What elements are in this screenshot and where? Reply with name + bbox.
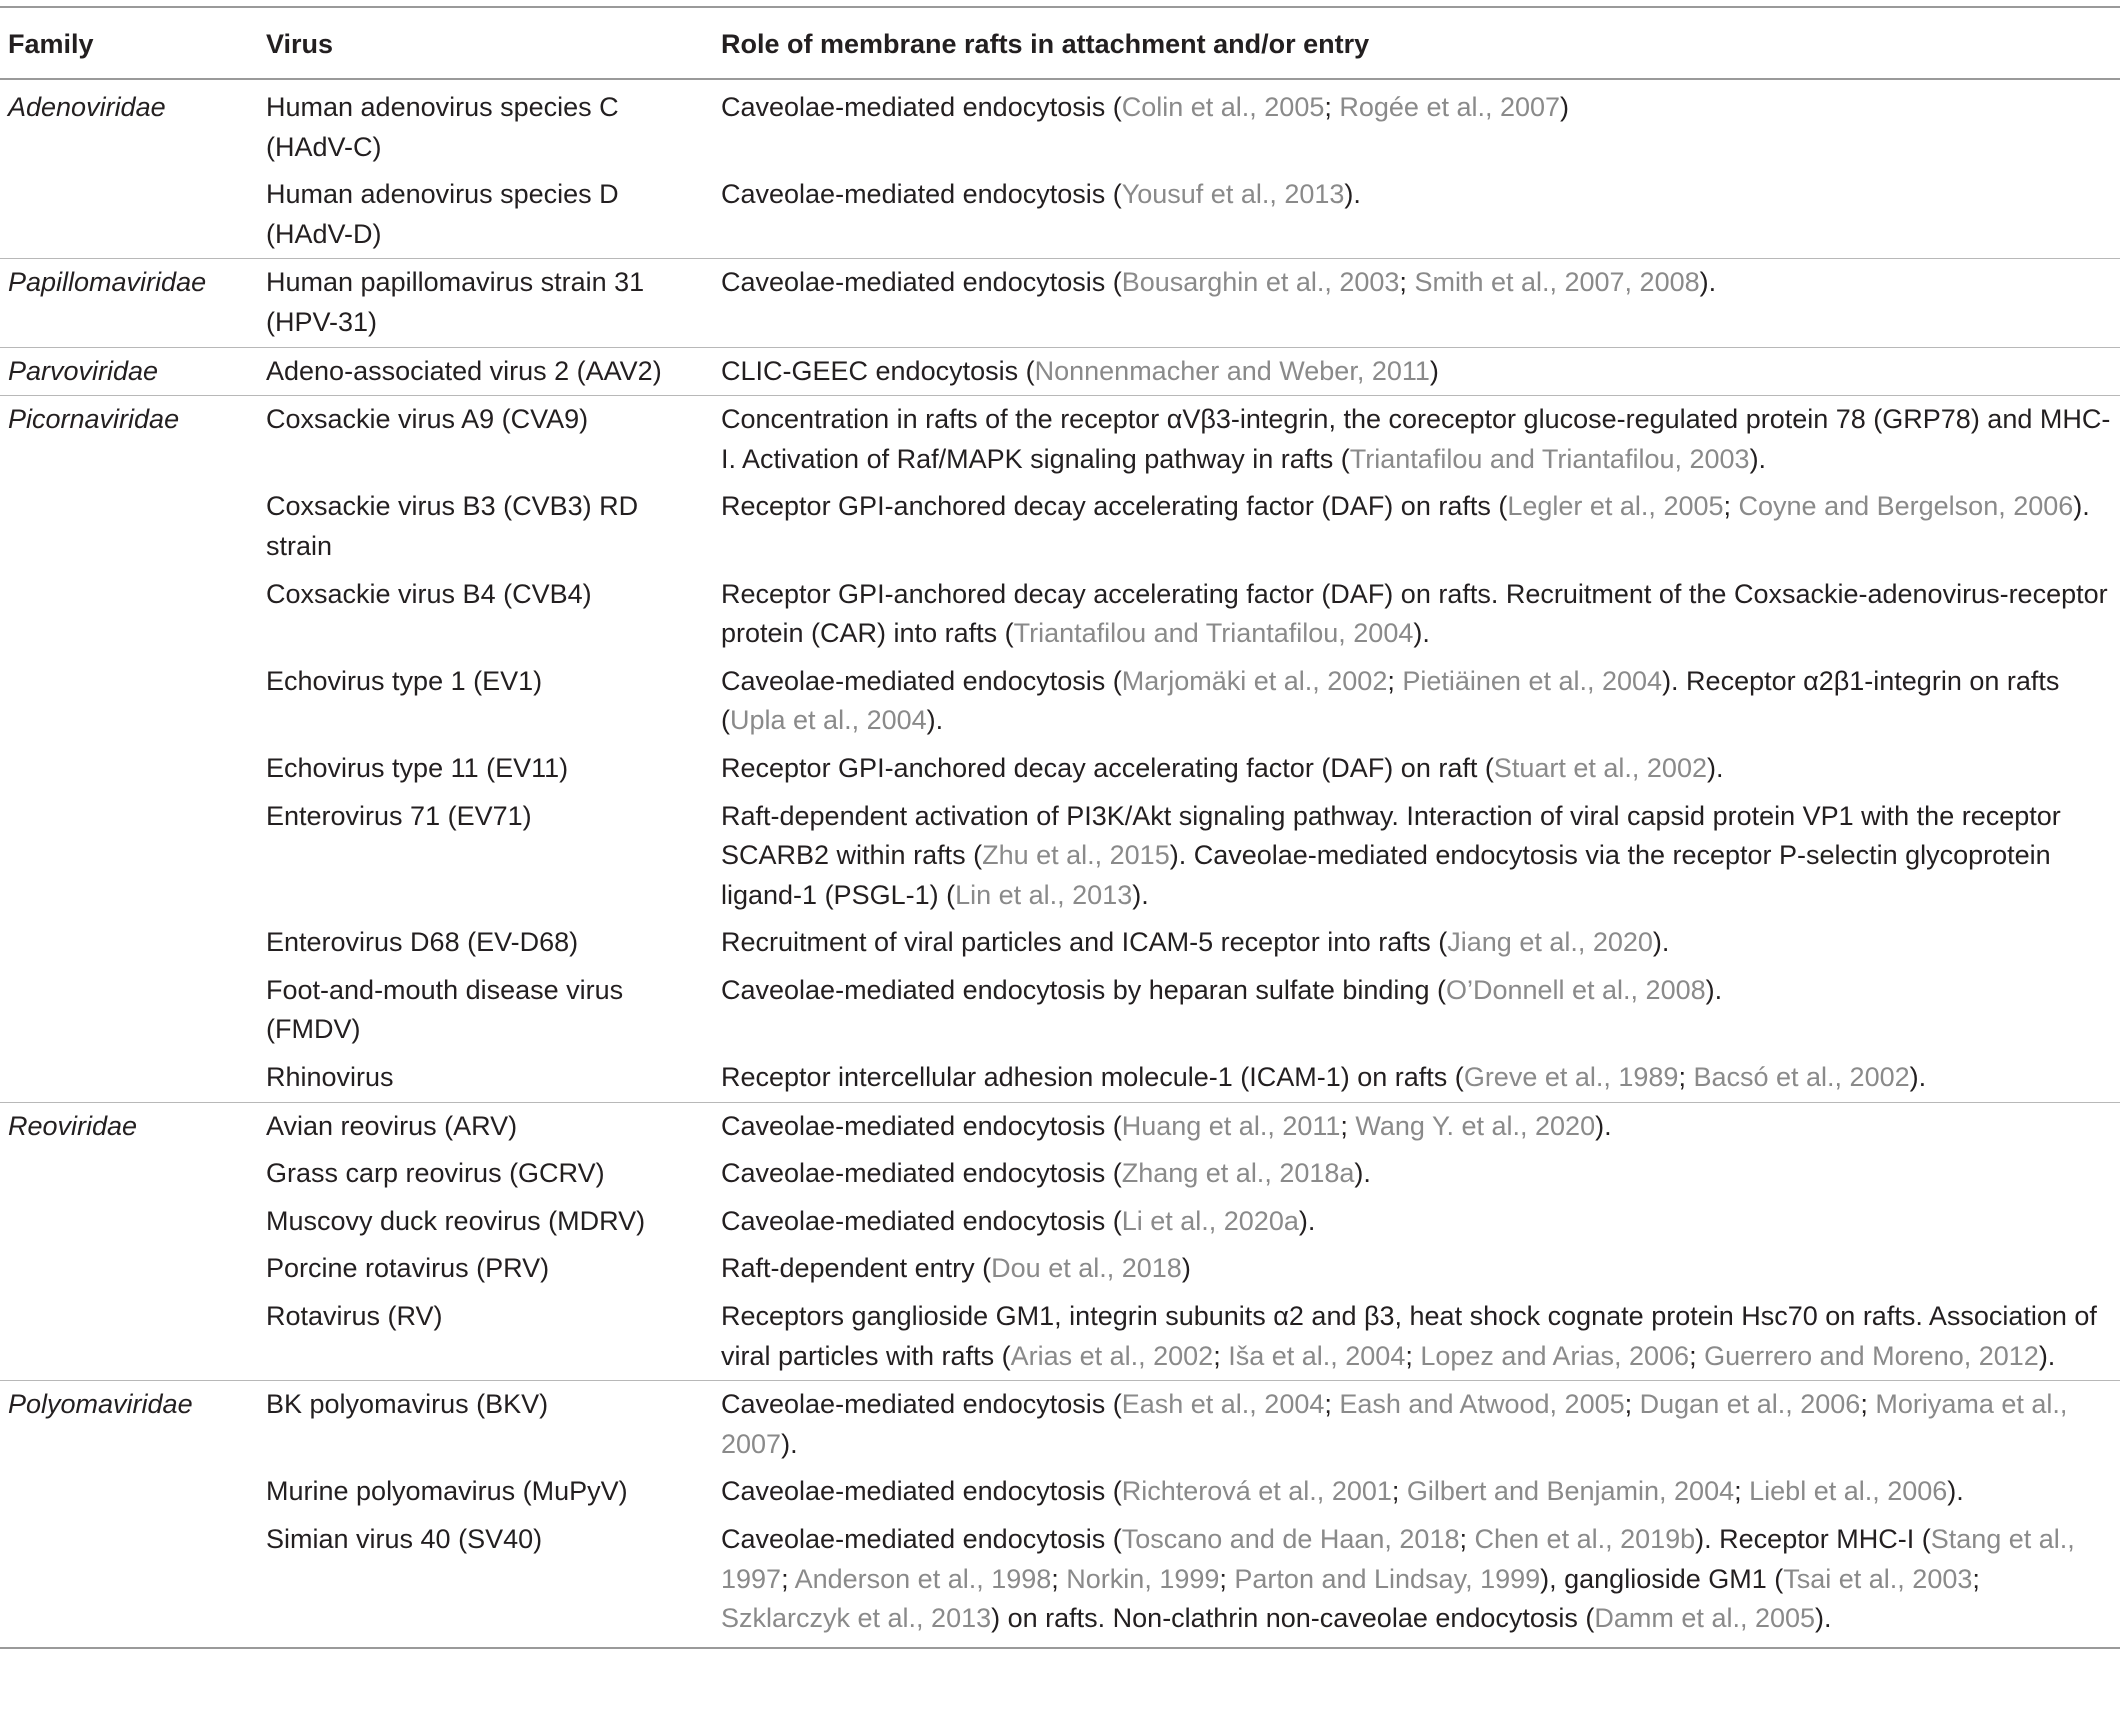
virus-raft-table — [0, 6, 2120, 1649]
role-text: ; — [1324, 92, 1340, 122]
citation-link[interactable]: Nonnenmacher and Weber, 2011 — [1034, 355, 1430, 386]
family-cell: Parvoviridae — [0, 347, 266, 396]
role-text: ). Receptor α2β1-integrin on rafts ( — [721, 665, 2060, 736]
role-text: ; — [1391, 1476, 1407, 1507]
role-text: ; — [1723, 491, 1739, 522]
citation-link[interactable]: Liebl et al., 2006 — [1749, 1476, 1948, 1507]
table-row — [0, 1516, 2120, 1648]
table-row — [0, 1293, 2120, 1381]
header-family: Family — [0, 7, 266, 79]
role-text: ). — [1298, 1205, 1316, 1236]
table-row — [0, 793, 2120, 920]
role-cell — [721, 571, 2120, 658]
role-cell — [721, 259, 2120, 347]
role-text: ). — [1947, 1476, 1964, 1507]
role-text: ; — [1624, 1389, 1640, 1420]
virus-cell: Foot-and-mouth disease virus (FMDV) — [266, 974, 624, 1045]
role-text: Recruitment of viral particles and ICAM-5 receptor into rafts ( — [721, 927, 1448, 958]
citation-link[interactable]: Szklarczyk et al., 2013 — [721, 1603, 992, 1634]
role-text: ; — [1405, 1340, 1421, 1371]
citation-link[interactable]: Rogée et al., 2007 — [1339, 92, 1561, 122]
table-row — [0, 1468, 2120, 1516]
citation-link[interactable]: Huang et al., 2011 — [1121, 1110, 1341, 1141]
table-row — [0, 967, 2120, 1054]
citation-link[interactable]: Richterová et al., 2001 — [1121, 1476, 1392, 1507]
role-text: ). — [1132, 879, 1149, 910]
header-role: Role of membrane rafts in attachment and/or entry — [721, 7, 2120, 79]
virus-cell: Echovirus type 11 (EV11) — [266, 752, 569, 783]
virus-cell: Adeno-associated virus 2 (AAV2) — [266, 347, 721, 396]
family-cell — [0, 745, 266, 793]
role-text: ). — [1706, 752, 1724, 783]
family-cell — [0, 1054, 266, 1102]
virus-cell: Echovirus type 1 (EV1) — [266, 665, 543, 696]
table-row — [0, 571, 2120, 658]
citation-link[interactable]: Moriyama et al., 2007 — [721, 1389, 2068, 1459]
family-cell: Picornaviridae — [0, 396, 266, 484]
role-text: ; — [1213, 1340, 1229, 1371]
table-row — [0, 1150, 2120, 1198]
role-text: ). — [2038, 1340, 2056, 1371]
role-text: ) — [1181, 1253, 1191, 1284]
citation-link[interactable]: Toscano and de Haan, 2018 — [1121, 1524, 1460, 1554]
virus-cell: Rhinovirus — [266, 1062, 394, 1093]
role-text: ) on rafts. Non-clathrin non-caveolae endocytosis ( — [991, 1603, 1595, 1634]
table-row — [0, 745, 2120, 793]
citation-link[interactable]: Stuart et al., 2002 — [1493, 752, 1707, 783]
role-text: Receptor intercellular adhesion molecule-1 (ICAM-1) on rafts ( — [721, 1062, 1464, 1093]
family-cell: Adenoviridae — [8, 92, 166, 122]
role-text: Receptor GPI-anchored decay accelerating factor (DAF) on raft ( — [721, 752, 1494, 783]
virus-cell: Rotavirus (RV) — [266, 1301, 443, 1332]
citation-link[interactable]: Marjomäki et al., 2002 — [1121, 665, 1388, 696]
role-text: ). — [1815, 1603, 1832, 1634]
role-text: ). — [1652, 927, 1670, 958]
citation-link[interactable]: Li et al., 2020a — [1121, 1205, 1299, 1236]
family-cell — [0, 571, 266, 658]
citation-link[interactable]: Stang et al., 1997 — [721, 1524, 2075, 1594]
virus-cell: Porcine rotavirus (PRV) — [266, 1253, 550, 1284]
citation-link[interactable]: Gilbert and Benjamin, 2004 — [1406, 1476, 1735, 1507]
role-text: ; — [1972, 1563, 1980, 1594]
table-row — [0, 1102, 2120, 1150]
family-cell — [0, 171, 266, 259]
citation-link[interactable]: Greve et al., 1989 — [1463, 1062, 1679, 1093]
citation-link[interactable]: Zhu et al., 2015 — [982, 840, 1170, 871]
citation-link[interactable]: Eash and Atwood, 2005 — [1339, 1389, 1625, 1420]
virus-cell: Avian reovirus (ARV) — [266, 1102, 721, 1150]
role-cell — [721, 1102, 2120, 1150]
role-text: ). — [1413, 618, 1430, 649]
role-text: Concentration in rafts of the receptor αVβ3-integrin, the coreceptor glucose-regulated protein 78 (GRP78) and MHC-I. Activation of Raf/MAPK signaling pathway in rafts ( — [721, 404, 2111, 474]
role-text: Caveolae-mediated endocytosis ( — [721, 1110, 1122, 1141]
virus-cell: Human adenovirus species C (HAdV-C) — [266, 92, 619, 162]
role-text: ; — [1387, 665, 1403, 696]
table-row — [0, 79, 2120, 171]
role-text: Caveolae-mediated endocytosis by heparan sulfate binding ( — [721, 974, 1446, 1005]
table-row — [0, 919, 2120, 967]
family-cell: Reoviridae — [0, 1102, 266, 1150]
citation-link[interactable]: Smith et al., 2007, 2008 — [1414, 267, 1700, 298]
role-cell — [721, 967, 2120, 1054]
citation-link[interactable]: Tsai et al., 2003 — [1783, 1563, 1973, 1594]
citation-link[interactable]: Upla et al., 2004 — [730, 705, 927, 736]
role-cell — [721, 1054, 2120, 1102]
family-cell — [0, 483, 266, 570]
table-body — [0, 79, 2120, 1648]
role-text: ). Receptor MHC-I ( — [1695, 1524, 1931, 1554]
citation-link[interactable]: Jiang et al., 2020 — [1447, 927, 1653, 958]
role-cell — [721, 658, 2120, 745]
citation-link[interactable]: Triantafilou and Triantafilou, 2003 — [1349, 443, 1750, 474]
role-text: ). — [1344, 179, 1361, 210]
role-text: CLIC-GEEC endocytosis ( — [721, 355, 1035, 386]
virus-cell: Enterovirus D68 (EV-D68) — [266, 927, 579, 958]
role-text: Receptors ganglioside GM1, integrin subunits α2 and β3, heat shock cognate protein Hsc70 on rafts. Association of viral particles with rafts ( — [721, 1301, 2097, 1371]
family-cell — [0, 1150, 266, 1198]
role-text: ; — [1689, 1340, 1705, 1371]
role-text: ), ganglioside GM1 ( — [1540, 1563, 1784, 1594]
virus-cell: Grass carp reovirus (GCRV) — [266, 1158, 605, 1189]
role-cell — [721, 1381, 2120, 1469]
citation-link[interactable]: Anderson et al., 1998 — [794, 1563, 1052, 1594]
role-text: ). — [1354, 1158, 1371, 1189]
virus-cell: Human adenovirus species D (HAdV-D) — [266, 179, 619, 249]
role-cell — [721, 347, 2120, 396]
citation-link[interactable]: Triantafilou and Triantafilou, 2004 — [1013, 618, 1414, 649]
table-row — [0, 1245, 2120, 1293]
citation-link[interactable]: Dugan et al., 2006 — [1639, 1389, 1861, 1420]
virus-cell: Coxsackie virus B3 (CVB3) RD strain — [266, 491, 639, 561]
citation-link[interactable]: Bousarghin et al., 2003 — [1121, 267, 1400, 298]
role-cell — [721, 1245, 2120, 1293]
role-text: ; — [1459, 1524, 1475, 1554]
role-text: ; — [1399, 267, 1415, 298]
table-row — [0, 658, 2120, 745]
role-text: ; — [1734, 1476, 1750, 1507]
role-cell — [721, 1293, 2120, 1381]
citation-link[interactable]: Chen et al., 2019b — [1474, 1524, 1696, 1554]
role-text: ; — [1219, 1563, 1235, 1594]
table-header — [0, 7, 2120, 79]
family-cell — [0, 1516, 266, 1648]
role-text: ). — [1595, 1110, 1612, 1141]
role-text: Raft-dependent activation of PI3K/Akt signaling pathway. Interaction of viral capsid protein VP1 with the receptor SCARB2 within rafts ( — [721, 800, 2061, 871]
role-cell — [721, 1150, 2120, 1198]
table-row — [0, 171, 2120, 259]
role-text: ; — [1324, 1389, 1340, 1420]
role-cell — [721, 171, 2120, 259]
role-cell — [721, 79, 2120, 171]
citation-link[interactable]: Norkin, 1999 — [1066, 1563, 1220, 1594]
virus-cell: Muscovy duck reovirus (MDRV) — [266, 1205, 646, 1236]
citation-link[interactable]: Pietiäinen et al., 2004 — [1402, 665, 1663, 696]
table-row — [0, 483, 2120, 570]
table-row — [0, 347, 2120, 396]
citation-link[interactable]: Zhang et al., 2018a — [1121, 1158, 1355, 1189]
role-text: ). — [1705, 974, 1723, 1005]
header-virus: Virus — [266, 7, 721, 79]
role-text: Caveolae-mediated endocytosis ( — [721, 1476, 1122, 1507]
role-text: Caveolae-mediated endocytosis ( — [721, 267, 1122, 298]
citation-link[interactable]: Legler et al., 2005 — [1507, 491, 1724, 522]
role-text: Caveolae-mediated endocytosis ( — [721, 1524, 1122, 1554]
role-cell — [721, 1468, 2120, 1516]
role-text: ; — [1678, 1062, 1694, 1093]
virus-cell: Coxsackie virus A9 (CVA9) — [266, 396, 721, 484]
citation-link[interactable]: Arias et al., 2002 — [1010, 1340, 1214, 1371]
table-row — [0, 396, 2120, 484]
virus-cell: Human papillomavirus strain 31 (HPV-31) — [266, 259, 721, 347]
role-text: ) — [1429, 355, 1439, 386]
virus-cell: Coxsackie virus B4 (CVB4) — [266, 578, 592, 609]
role-text: Caveolae-mediated endocytosis ( — [721, 1205, 1122, 1236]
citation-link[interactable]: Yousuf et al., 2013 — [1121, 179, 1345, 210]
family-cell — [0, 919, 266, 967]
role-text: ; — [1860, 1389, 1876, 1420]
citation-link[interactable]: Wang Y. et al., 2020 — [1355, 1110, 1596, 1141]
role-text: ) — [1560, 92, 1570, 122]
role-text: Receptor GPI-anchored decay accelerating factor (DAF) on rafts ( — [721, 491, 1508, 522]
family-cell — [0, 1198, 266, 1246]
family-cell — [0, 1293, 266, 1381]
table-row — [0, 259, 2120, 347]
role-text: ). — [781, 1428, 798, 1459]
role-text: Receptor GPI-anchored decay accelerating factor (DAF) on rafts. Recruitment of the Coxsackie-adenovirus-receptor protein (CAR) into rafts ( — [721, 578, 2108, 649]
citation-link[interactable]: O’Donnell et al., 2008 — [1445, 974, 1706, 1005]
role-text: ; — [1340, 1110, 1356, 1141]
role-text: Caveolae-mediated endocytosis ( — [721, 1158, 1122, 1189]
role-text: ). Caveolae-mediated endocytosis via the receptor P-selectin glycoprotein ligand-1 (PSGL-1) ( — [721, 840, 2051, 910]
role-text: ; — [781, 1563, 795, 1594]
role-text: ). — [1749, 443, 1767, 474]
citation-link[interactable]: Dou et al., 2018 — [991, 1253, 1182, 1284]
role-text: Raft-dependent entry ( — [721, 1253, 992, 1284]
role-text: ; — [1051, 1563, 1067, 1594]
role-text: Caveolae-mediated endocytosis ( — [721, 179, 1122, 210]
family-cell: Polyomaviridae — [0, 1381, 266, 1469]
citation-link[interactable]: Eash et al., 2004 — [1121, 1389, 1325, 1420]
citation-link[interactable]: Bacsó et al., 2002 — [1693, 1062, 1910, 1093]
role-cell — [721, 745, 2120, 793]
table-row — [0, 1054, 2120, 1102]
citation-link[interactable]: Iša et al., 2004 — [1228, 1340, 1406, 1371]
citation-link[interactable]: Lopez and Arias, 2006 — [1420, 1340, 1690, 1371]
citation-link[interactable]: Parton and Lindsay, 1999 — [1234, 1563, 1541, 1594]
role-text: ). — [1699, 267, 1717, 298]
virus-cell: Simian virus 40 (SV40) — [266, 1516, 721, 1648]
role-cell — [721, 919, 2120, 967]
family-cell — [0, 658, 266, 745]
family-cell — [0, 1245, 266, 1293]
virus-cell: Murine polyomavirus (MuPyV) — [266, 1476, 628, 1507]
table-row — [0, 1381, 2120, 1469]
role-cell — [721, 1198, 2120, 1246]
citation-link[interactable]: Coyne and Bergelson, 2006 — [1738, 491, 2074, 522]
citation-link[interactable]: Colin et al., 2005 — [1121, 92, 1325, 122]
role-cell — [721, 396, 2120, 484]
citation-link[interactable]: Guerrero and Moreno, 2012 — [1704, 1340, 2039, 1371]
role-text: ). — [1909, 1062, 1927, 1093]
role-text: Caveolae-mediated endocytosis ( — [721, 665, 1122, 696]
role-text: Caveolae-mediated endocytosis ( — [721, 92, 1122, 122]
family-cell — [0, 967, 266, 1054]
role-text: ). — [926, 705, 944, 736]
citation-link[interactable]: Lin et al., 2013 — [955, 879, 1133, 910]
header-row — [0, 7, 2120, 79]
family-cell — [0, 1468, 266, 1516]
role-text: Caveolae-mediated endocytosis ( — [721, 1389, 1122, 1420]
table-row — [0, 1198, 2120, 1246]
role-cell — [721, 483, 2120, 570]
role-text: ). — [2073, 491, 2090, 522]
family-cell: Papillomaviridae — [0, 259, 266, 347]
citation-link[interactable]: Damm et al., 2005 — [1594, 1603, 1816, 1634]
virus-cell: Enterovirus 71 (EV71) — [266, 800, 532, 831]
role-cell — [721, 1516, 2120, 1648]
role-cell — [721, 793, 2120, 920]
virus-cell: BK polyomavirus (BKV) — [266, 1381, 721, 1469]
family-cell — [0, 793, 266, 920]
